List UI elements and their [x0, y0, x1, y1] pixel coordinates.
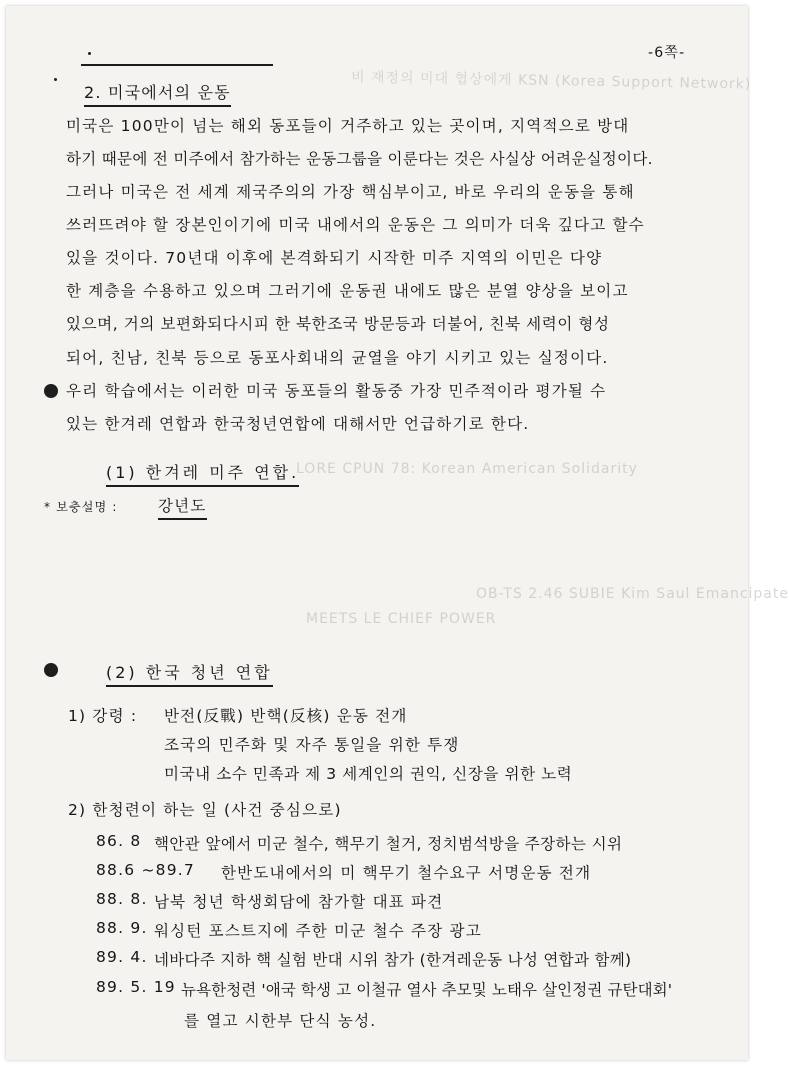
- body-line-8: 되어, 친남, 친북 등으로 동포사회내의 균열을 야기 시키고 있는 실정이다.: [66, 349, 609, 367]
- ink-dot-small: [54, 78, 57, 81]
- bleed-through-line-1: 비 재정의 미대 협상에게 KSN (Korea Support Network): [350, 69, 752, 93]
- platform-item-2: 조국의 민주화 및 자주 통일을 위한 투쟁: [164, 736, 460, 754]
- punch-hole-bottom: [44, 663, 58, 677]
- document-page: [6, 6, 789, 1060]
- note-value: 강년도: [158, 494, 207, 520]
- activity-text-4: 워싱턴 포스트지에 주한 미군 철수 주장 광고: [154, 922, 482, 940]
- activities-label: 2) 한청련이 하는 일 (사건 중심으로): [68, 801, 342, 819]
- body-line-10: 있는 한겨레 연합과 한국청년연합에 대해서만 언급하기로 한다.: [66, 415, 530, 433]
- activity-text-3: 남북 청년 학생회담에 참가할 대표 파견: [154, 893, 444, 911]
- body-line-5: 있을 것이다. 70년대 이후에 본격화되기 시작한 미주 지역의 이민은 다양: [66, 249, 603, 267]
- activity-text-5: 네바다주 지하 핵 실험 반대 시위 참가 (한겨레운동 나성 연합과 함께): [154, 951, 632, 969]
- activity-date-6: 89. 5. 19: [96, 978, 176, 996]
- bleed-through-line-4: MEETS LE CHIEF POWER: [306, 611, 497, 627]
- activity-date-1: 86. 8: [96, 832, 142, 850]
- top-rule: [81, 64, 273, 66]
- section-title: 2. 미국에서의 운동: [84, 80, 231, 107]
- activity-date-4: 88. 9.: [96, 919, 148, 937]
- activity-text-1: 핵안관 앞에서 미군 철수, 핵무기 철거, 정치범석방을 주장하는 시위: [154, 835, 623, 853]
- body-line-9: 우리 학습에서는 이러한 미국 동포들의 활동중 가장 민주적이라 평가될 수: [66, 382, 607, 400]
- subsection-2-title: (2) 한국 청년 연합: [106, 660, 273, 687]
- punch-hole-top: [44, 384, 58, 398]
- platform-item-3: 미국내 소수 민족과 제 3 세계인의 권익, 신장을 위한 노력: [164, 765, 573, 783]
- activity-text-2: 한반도내에서의 미 핵무기 철수요구 서명운동 전개: [221, 864, 592, 882]
- body-line-4: 쓰러뜨려야 할 장본인이기에 미국 내에서의 운동은 그 의미가 더욱 깊다고 할수: [66, 216, 645, 234]
- body-line-6: 한 계층을 수용하고 있으며 그러기에 운동권 내에도 많은 분열 양상을 보이고: [66, 282, 629, 300]
- note-label: * 보충설명 :: [44, 500, 118, 514]
- activity-date-3: 88. 8.: [96, 890, 148, 908]
- body-line-1: 미국은 100만이 넘는 해외 동포들이 거주하고 있는 곳이며, 지역적으로 방대: [66, 117, 630, 135]
- ink-dot: [88, 52, 91, 55]
- body-line-2: 하기 때문에 전 미주에서 참가하는 운동그룹을 이룬다는 것은 사실상 어려운실정이다.: [66, 150, 653, 168]
- bleed-through-line-2: OB-TS 2.46 SUBIE Kim Saul Emancipate: [476, 586, 789, 602]
- page-number: -6쪽-: [648, 45, 686, 61]
- body-line-7: 있으며, 거의 보편화되다시피 한 북한조국 방문등과 더불어, 친북 세력이 형성: [66, 315, 610, 333]
- activity-continuation: 를 열고 시한부 단식 농성.: [184, 1012, 377, 1030]
- bleed-through-line-3: LORE CPUN 78: Korean American Solidarity: [296, 461, 638, 477]
- activity-text-6: 뉴욕한청련 '애국 학생 고 이철규 열사 추모및 노태우 살인정권 규탄대회': [181, 981, 673, 999]
- body-line-3: 그러나 미국은 전 세계 제국주의의 가장 핵심부이고, 바로 우리의 운동을 통해: [66, 183, 635, 201]
- subsection-1-title: (1) 한겨레 미주 연합.: [106, 460, 299, 487]
- activity-date-5: 89. 4.: [96, 948, 148, 966]
- activity-date-2: 88.6 ~89.7: [96, 861, 195, 879]
- platform-label: 1) 강령 :: [68, 707, 138, 725]
- platform-item-1: 반전(反戰) 반핵(反核) 운동 전개: [164, 707, 408, 725]
